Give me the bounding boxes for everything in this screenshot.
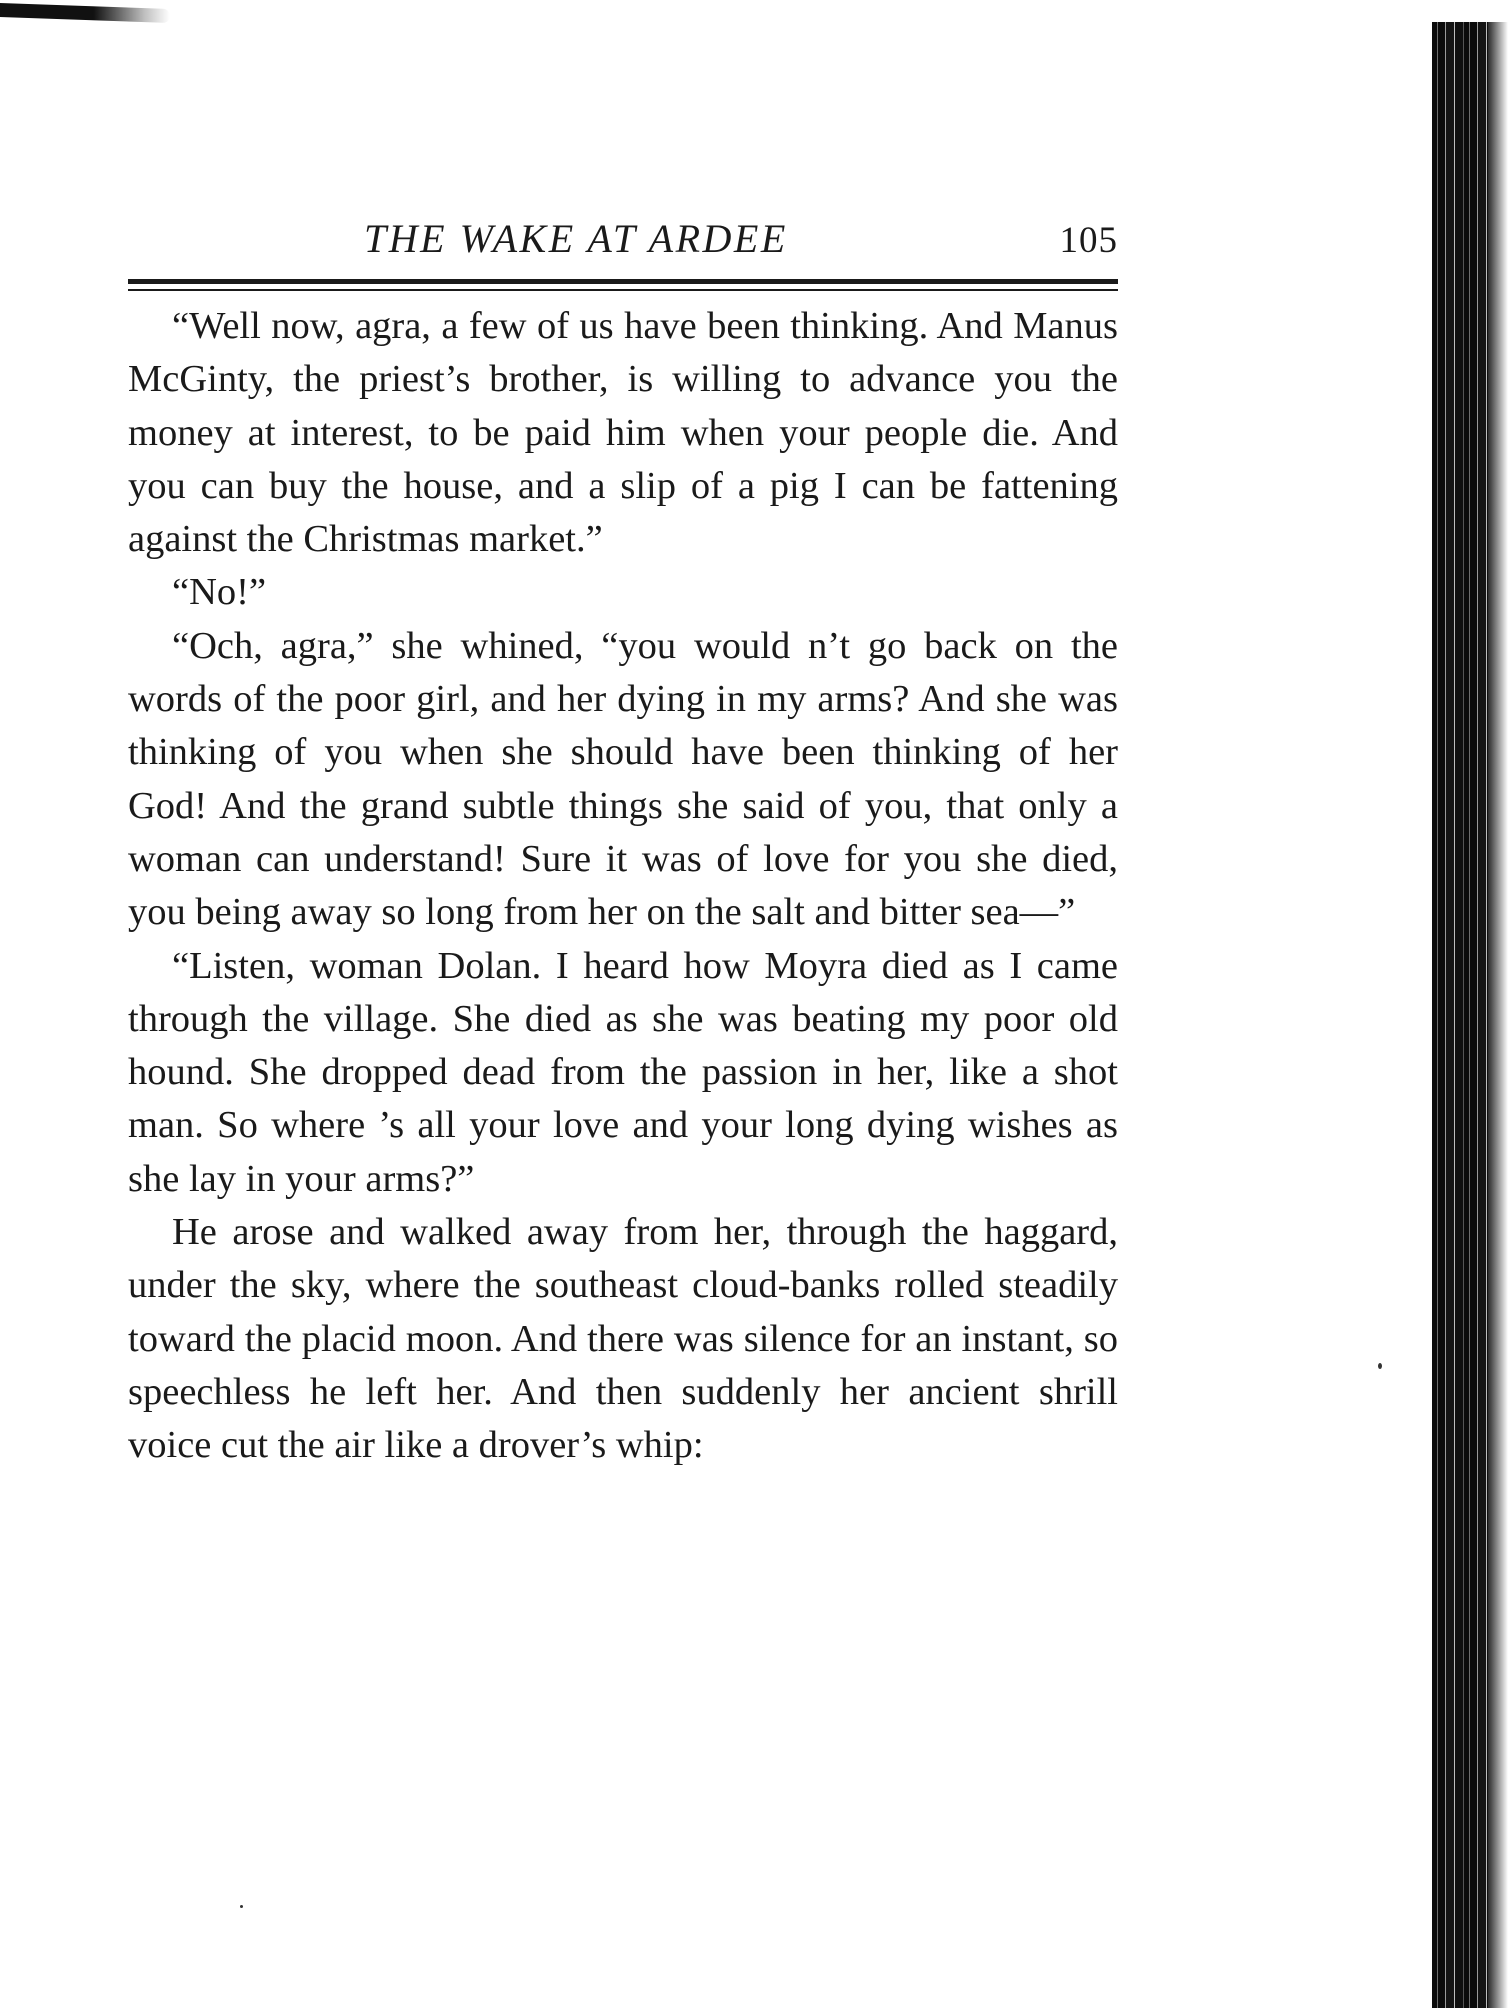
running-title: THE WAKE AT ARDEE <box>364 216 788 261</box>
scan-smudge <box>0 3 170 23</box>
paragraph: “Och, agra,” she whined, “you would n’t go back on the words of the poor girl, and her dying in my arms? And she was thinking of you when she should have been thinking of her God! And the grand subtle things she said of you, that only a woman can understand! Sure it was of love for you she died, you being away so long from her on the salt and bitter sea—” <box>128 624 1118 934</box>
scan-speck <box>1378 1363 1382 1369</box>
header-rule-thin <box>128 289 1118 291</box>
paragraph: “No!” <box>172 571 267 614</box>
body-text <box>128 300 1118 1473</box>
paragraph: “Well now, agra, a few of us have been thinking. And Manus McGinty, the priest’s brother, is willing to advance you the money at interest, to be paid him when your people die. And you can buy the house, and a slip of a pig I can be fattening against the Christmas market.” <box>128 305 1118 561</box>
binding-shadow <box>1488 22 1508 2008</box>
header-rule-thick <box>128 279 1118 284</box>
book-binding-edge <box>1432 22 1488 2008</box>
paragraph: He arose and walked away from her, through the haggard, under the sky, where the southeast cloud-banks rolled steadily toward the placid moon. And there was silence for an instant, so speechless he left her. And then suddenly her ancient shrill voice cut the air like a drover’s whip: <box>128 1211 1118 1467</box>
scan-speck <box>240 1905 243 1908</box>
running-header <box>128 215 1118 271</box>
paragraph: “Listen, woman Dolan. I heard how Moyra died as I came through the village. She died as she was beating my poor old hound. She dropped dead from the passion in her, like a shot man. So where ’s all your love and your long dying wishes as she lay in your arms?” <box>128 944 1118 1200</box>
page-number: 105 <box>1059 220 1118 261</box>
